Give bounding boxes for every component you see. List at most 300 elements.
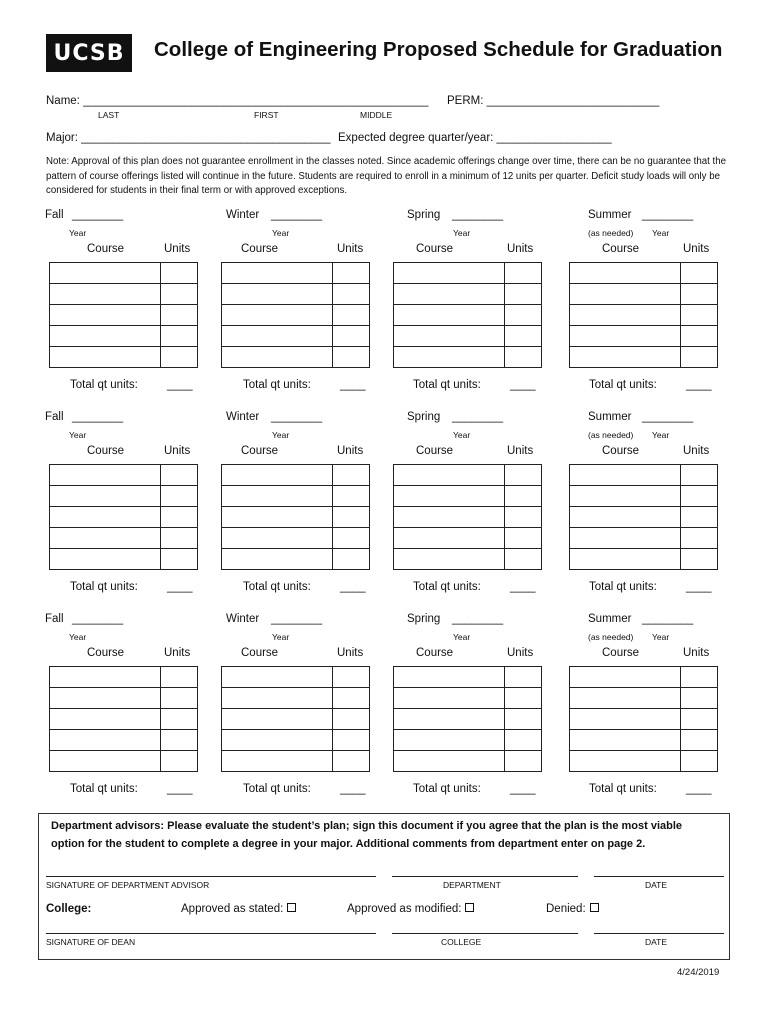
- spring-year-blank[interactable]: ________: [452, 209, 504, 221]
- course-cell[interactable]: [50, 688, 161, 709]
- units-cell[interactable]: [681, 751, 718, 772]
- units-cell[interactable]: [505, 486, 542, 507]
- winter-quarter-label: Winter: [226, 613, 260, 625]
- course-cell[interactable]: [394, 528, 505, 549]
- units-column-header: Units: [507, 647, 534, 659]
- course-cell[interactable]: [50, 486, 161, 507]
- course-cell[interactable]: [394, 507, 505, 528]
- total-units-blank[interactable]: ____: [510, 783, 536, 795]
- course-column-header: Course: [87, 445, 125, 457]
- winter-year-label: Year: [272, 430, 290, 440]
- fall-quarter-label: Fall: [45, 209, 64, 221]
- table-row: [50, 465, 198, 486]
- summer-course-table: [569, 464, 718, 570]
- course-cell[interactable]: [394, 667, 505, 688]
- table-row: [222, 284, 370, 305]
- table-row: [394, 486, 542, 507]
- major-field[interactable]: Major: _______________________________________: [46, 132, 331, 144]
- course-cell[interactable]: [50, 751, 161, 772]
- table-row: [570, 709, 718, 730]
- table-row: [570, 549, 718, 570]
- fall-year-blank[interactable]: ________: [72, 209, 124, 221]
- course-column-header: Course: [241, 445, 279, 457]
- table-row: [570, 486, 718, 507]
- units-cell[interactable]: [505, 730, 542, 751]
- units-cell[interactable]: [333, 709, 370, 730]
- winter-quarter-label: Winter: [226, 209, 260, 221]
- course-cell[interactable]: [570, 284, 681, 305]
- dean-signature-line[interactable]: [46, 933, 376, 934]
- table-row: [394, 507, 542, 528]
- units-cell[interactable]: [505, 347, 542, 368]
- units-cell[interactable]: [681, 263, 718, 284]
- course-cell[interactable]: [394, 751, 505, 772]
- units-cell[interactable]: [333, 730, 370, 751]
- fall-year-label: Year: [69, 228, 87, 238]
- total-units-label: Total qt units:: [413, 581, 481, 593]
- course-cell[interactable]: [570, 507, 681, 528]
- checkbox-icon[interactable]: [465, 903, 474, 912]
- spring-quarter-label: Spring: [407, 411, 441, 423]
- units-cell[interactable]: [505, 263, 542, 284]
- course-cell[interactable]: [50, 326, 161, 347]
- advisor-date-line[interactable]: [594, 876, 724, 877]
- course-cell[interactable]: [222, 528, 333, 549]
- course-cell[interactable]: [222, 549, 333, 570]
- units-cell[interactable]: [333, 507, 370, 528]
- spring-year-label: Year: [453, 430, 471, 440]
- units-cell[interactable]: [333, 528, 370, 549]
- units-cell[interactable]: [681, 709, 718, 730]
- total-units-label: Total qt units:: [413, 783, 481, 795]
- course-cell[interactable]: [222, 507, 333, 528]
- course-column-header: Course: [87, 647, 125, 659]
- total-units-blank[interactable]: ____: [686, 783, 712, 795]
- course-cell[interactable]: [570, 263, 681, 284]
- table-row: [50, 347, 198, 368]
- approved-as-modified-option[interactable]: [347, 903, 474, 915]
- units-cell[interactable]: [161, 730, 198, 751]
- units-column-header: Units: [337, 243, 364, 255]
- units-cell[interactable]: [681, 326, 718, 347]
- units-cell[interactable]: [161, 284, 198, 305]
- approved-as-modified-label: Approved as modified:: [347, 903, 462, 915]
- dean-date-line[interactable]: [594, 933, 724, 934]
- total-units-blank[interactable]: ____: [167, 581, 193, 593]
- course-column-header: Course: [416, 445, 454, 457]
- total-units-label: Total qt units:: [589, 783, 657, 795]
- units-cell[interactable]: [161, 688, 198, 709]
- total-units-label: Total qt units:: [243, 581, 311, 593]
- units-cell[interactable]: [505, 709, 542, 730]
- course-cell[interactable]: [50, 284, 161, 305]
- course-cell[interactable]: [570, 667, 681, 688]
- units-cell[interactable]: [681, 667, 718, 688]
- units-column-header: Units: [164, 243, 191, 255]
- units-cell[interactable]: [505, 667, 542, 688]
- perm-field[interactable]: PERM: ___________________________: [447, 95, 660, 107]
- fall-year-label: Year: [69, 632, 87, 642]
- units-column-header: Units: [337, 647, 364, 659]
- table-row: [394, 305, 542, 326]
- spring-quarter-label: Spring: [407, 613, 441, 625]
- summer-year-blank[interactable]: ________: [642, 613, 694, 625]
- winter-year-blank[interactable]: ________: [271, 209, 323, 221]
- units-cell[interactable]: [161, 667, 198, 688]
- spring-year-label: Year: [453, 632, 471, 642]
- units-cell[interactable]: [505, 688, 542, 709]
- course-cell[interactable]: [394, 263, 505, 284]
- table-row: [570, 528, 718, 549]
- course-column-header: Course: [241, 647, 279, 659]
- table-row: [394, 263, 542, 284]
- spring-year-label: Year: [453, 228, 471, 238]
- checkbox-icon[interactable]: [287, 903, 296, 912]
- department-line[interactable]: [392, 876, 578, 877]
- first-label: FIRST: [254, 110, 279, 120]
- units-cell[interactable]: [333, 486, 370, 507]
- units-cell[interactable]: [333, 667, 370, 688]
- total-units-blank[interactable]: ____: [167, 783, 193, 795]
- table-row: [50, 709, 198, 730]
- table-row: [50, 667, 198, 688]
- units-cell[interactable]: [161, 549, 198, 570]
- summer-year-blank[interactable]: ________: [642, 209, 694, 221]
- course-cell[interactable]: [222, 709, 333, 730]
- units-cell[interactable]: [161, 528, 198, 549]
- course-cell[interactable]: [394, 347, 505, 368]
- revision-date: 4/24/2019: [677, 967, 720, 978]
- summer-course-table: [569, 262, 718, 368]
- table-row: [394, 667, 542, 688]
- course-cell[interactable]: [570, 751, 681, 772]
- table-row: [222, 730, 370, 751]
- fall-course-table: [49, 464, 198, 570]
- department-instructions-line1: Department advisors: Please evaluate the student’s plan; sign this document if you agree that the plan is the most viable: [51, 820, 683, 832]
- summer-quarter-label: Summer: [588, 209, 632, 221]
- course-cell[interactable]: [394, 549, 505, 570]
- approved-as-stated-option[interactable]: [181, 903, 296, 915]
- course-cell[interactable]: [222, 263, 333, 284]
- total-units-blank[interactable]: ____: [340, 783, 366, 795]
- units-cell[interactable]: [333, 465, 370, 486]
- course-cell[interactable]: [570, 688, 681, 709]
- course-cell[interactable]: [50, 549, 161, 570]
- college-line[interactable]: [392, 933, 578, 934]
- course-cell[interactable]: [222, 347, 333, 368]
- summer-quarter-label: Summer: [588, 613, 632, 625]
- total-units-blank[interactable]: ____: [340, 379, 366, 391]
- advisor-date-label: DATE: [645, 880, 668, 890]
- course-cell[interactable]: [50, 709, 161, 730]
- table-row: [570, 465, 718, 486]
- course-column-header: Course: [602, 243, 640, 255]
- college-sig-label: COLLEGE: [441, 937, 482, 947]
- table-row: [394, 549, 542, 570]
- course-cell[interactable]: [394, 486, 505, 507]
- table-row: [394, 730, 542, 751]
- units-cell[interactable]: [333, 284, 370, 305]
- units-cell[interactable]: [161, 347, 198, 368]
- fall-quarter-label: Fall: [45, 613, 64, 625]
- table-row: [50, 549, 198, 570]
- units-cell[interactable]: [681, 486, 718, 507]
- course-cell[interactable]: [570, 486, 681, 507]
- winter-year-label: Year: [272, 228, 290, 238]
- winter-course-table: [221, 262, 370, 368]
- winter-course-table: [221, 666, 370, 772]
- total-units-label: Total qt units:: [243, 379, 311, 391]
- checkbox-icon[interactable]: [590, 903, 599, 912]
- total-units-label: Total qt units:: [70, 581, 138, 593]
- fall-quarter-label: Fall: [45, 411, 64, 423]
- units-column-header: Units: [507, 243, 534, 255]
- course-cell[interactable]: [50, 667, 161, 688]
- units-cell[interactable]: [505, 284, 542, 305]
- table-row: [50, 326, 198, 347]
- course-cell[interactable]: [570, 549, 681, 570]
- units-cell[interactable]: [333, 751, 370, 772]
- table-row: [394, 465, 542, 486]
- course-cell[interactable]: [50, 465, 161, 486]
- total-units-blank[interactable]: ____: [686, 379, 712, 391]
- table-row: [394, 688, 542, 709]
- units-cell[interactable]: [681, 347, 718, 368]
- course-cell[interactable]: [222, 486, 333, 507]
- table-row: [222, 465, 370, 486]
- course-cell[interactable]: [50, 507, 161, 528]
- units-cell[interactable]: [681, 688, 718, 709]
- units-cell[interactable]: [161, 507, 198, 528]
- units-cell[interactable]: [161, 326, 198, 347]
- units-cell[interactable]: [505, 549, 542, 570]
- course-cell[interactable]: [394, 284, 505, 305]
- last-label: LAST: [98, 110, 120, 120]
- course-cell[interactable]: [570, 305, 681, 326]
- units-cell[interactable]: [161, 263, 198, 284]
- total-units-label: Total qt units:: [243, 783, 311, 795]
- units-column-header: Units: [164, 445, 191, 457]
- summer-year-label: Year: [652, 632, 670, 642]
- table-row: [222, 486, 370, 507]
- table-row: [50, 507, 198, 528]
- table-row: [222, 263, 370, 284]
- table-row: [222, 751, 370, 772]
- units-column-header: Units: [683, 445, 710, 457]
- total-units-blank[interactable]: ____: [510, 581, 536, 593]
- advisor-signature-line[interactable]: [46, 876, 376, 877]
- table-row: [50, 751, 198, 772]
- summer-year-label: Year: [652, 430, 670, 440]
- units-cell[interactable]: [333, 263, 370, 284]
- units-cell[interactable]: [333, 347, 370, 368]
- dean-date-label: DATE: [645, 937, 668, 947]
- units-cell[interactable]: [333, 549, 370, 570]
- spring-course-table: [393, 464, 542, 570]
- total-units-blank[interactable]: ____: [510, 379, 536, 391]
- approved-as-stated-label: Approved as stated:: [181, 903, 284, 915]
- name-field[interactable]: Name: ______________________________________________________: [46, 95, 429, 107]
- units-cell[interactable]: [505, 528, 542, 549]
- department-label: DEPARTMENT: [443, 880, 501, 890]
- table-row: [222, 549, 370, 570]
- table-row: [222, 326, 370, 347]
- fall-course-table: [49, 666, 198, 772]
- course-cell[interactable]: [394, 465, 505, 486]
- table-row: [570, 667, 718, 688]
- units-cell[interactable]: [161, 751, 198, 772]
- table-row: [570, 751, 718, 772]
- units-cell[interactable]: [333, 688, 370, 709]
- course-cell[interactable]: [50, 730, 161, 751]
- course-column-header: Course: [416, 647, 454, 659]
- units-cell[interactable]: [681, 284, 718, 305]
- winter-quarter-label: Winter: [226, 411, 260, 423]
- table-row: [50, 263, 198, 284]
- table-row: [50, 486, 198, 507]
- total-units-label: Total qt units:: [70, 783, 138, 795]
- units-cell[interactable]: [161, 709, 198, 730]
- units-cell[interactable]: [681, 730, 718, 751]
- middle-label: MIDDLE: [360, 110, 393, 120]
- fall-year-blank[interactable]: ________: [72, 613, 124, 625]
- winter-course-table: [221, 464, 370, 570]
- table-row: [222, 688, 370, 709]
- advisor-signature-label: SIGNATURE OF DEPARTMENT ADVISOR: [46, 880, 210, 890]
- units-cell[interactable]: [681, 528, 718, 549]
- page-title: College of Engineering Proposed Schedule for Graduation: [154, 38, 723, 61]
- units-column-header: Units: [683, 243, 710, 255]
- total-units-blank[interactable]: ____: [167, 379, 193, 391]
- department-instructions-line2: option for the student to complete a degree in your major. Additional comments from department enter on page 2.: [51, 838, 646, 850]
- course-cell[interactable]: [394, 688, 505, 709]
- summer-as-needed-label: (as needed): [588, 632, 634, 642]
- course-cell[interactable]: [50, 347, 161, 368]
- spring-year-blank[interactable]: ________: [452, 411, 504, 423]
- ucsb-logo: UCSB: [46, 34, 132, 72]
- course-cell[interactable]: [570, 326, 681, 347]
- spring-course-table: [393, 262, 542, 368]
- units-column-header: Units: [164, 647, 191, 659]
- summer-as-needed-label: (as needed): [588, 430, 634, 440]
- summer-quarter-label: Summer: [588, 411, 632, 423]
- course-cell[interactable]: [50, 528, 161, 549]
- course-column-header: Course: [602, 445, 640, 457]
- winter-year-blank[interactable]: ________: [271, 613, 323, 625]
- units-column-header: Units: [683, 647, 710, 659]
- spring-course-table: [393, 666, 542, 772]
- units-cell[interactable]: [505, 305, 542, 326]
- units-cell[interactable]: [505, 465, 542, 486]
- table-row: [222, 305, 370, 326]
- course-cell[interactable]: [394, 709, 505, 730]
- course-cell[interactable]: [50, 305, 161, 326]
- table-row: [394, 709, 542, 730]
- units-cell[interactable]: [505, 507, 542, 528]
- course-cell[interactable]: [570, 465, 681, 486]
- expected-degree-field[interactable]: Expected degree quarter/year: __________________: [338, 132, 612, 144]
- table-row: [222, 528, 370, 549]
- spring-quarter-label: Spring: [407, 209, 441, 221]
- approval-note: Note: Approval of this plan does not guarantee enrollment in the classes noted. Since academic offerings change over time, there can be no guarantee that the pattern of course offerings listed will continue in the future. Students are required to enroll in a minimum of 12 units per quarter. Deficit study loads will only be considered for students in their final term or with approved exceptions.: [46, 156, 726, 196]
- summer-as-needed-label: (as needed): [588, 228, 634, 238]
- course-cell[interactable]: [222, 305, 333, 326]
- course-cell[interactable]: [222, 688, 333, 709]
- denied-option[interactable]: [546, 903, 599, 915]
- course-cell[interactable]: [394, 730, 505, 751]
- course-column-header: Course: [416, 243, 454, 255]
- table-row: [394, 326, 542, 347]
- table-row: [570, 326, 718, 347]
- total-units-blank[interactable]: ____: [686, 581, 712, 593]
- course-cell[interactable]: [222, 284, 333, 305]
- units-cell[interactable]: [333, 326, 370, 347]
- units-cell[interactable]: [505, 751, 542, 772]
- course-cell[interactable]: [570, 709, 681, 730]
- denied-label: Denied:: [546, 903, 586, 915]
- units-cell[interactable]: [681, 549, 718, 570]
- course-cell[interactable]: [570, 528, 681, 549]
- units-cell[interactable]: [333, 305, 370, 326]
- units-cell[interactable]: [161, 486, 198, 507]
- total-units-label: Total qt units:: [589, 379, 657, 391]
- course-cell[interactable]: [222, 751, 333, 772]
- table-row: [222, 709, 370, 730]
- total-units-label: Total qt units:: [589, 581, 657, 593]
- course-cell[interactable]: [50, 263, 161, 284]
- table-row: [570, 347, 718, 368]
- table-row: [222, 347, 370, 368]
- course-cell[interactable]: [222, 326, 333, 347]
- course-column-header: Course: [602, 647, 640, 659]
- course-cell[interactable]: [570, 347, 681, 368]
- course-cell[interactable]: [222, 465, 333, 486]
- table-row: [570, 507, 718, 528]
- course-cell[interactable]: [394, 305, 505, 326]
- units-cell[interactable]: [505, 326, 542, 347]
- table-row: [50, 305, 198, 326]
- college-label: College:: [46, 903, 92, 915]
- total-units-blank[interactable]: ____: [340, 581, 366, 593]
- course-column-header: Course: [241, 243, 279, 255]
- total-units-label: Total qt units:: [70, 379, 138, 391]
- units-cell[interactable]: [681, 465, 718, 486]
- course-cell[interactable]: [570, 730, 681, 751]
- winter-year-blank[interactable]: ________: [271, 411, 323, 423]
- table-row: [50, 284, 198, 305]
- fall-year-blank[interactable]: ________: [72, 411, 124, 423]
- table-row: [394, 528, 542, 549]
- units-cell[interactable]: [681, 305, 718, 326]
- table-row: [570, 730, 718, 751]
- course-cell[interactable]: [222, 730, 333, 751]
- summer-year-blank[interactable]: ________: [642, 411, 694, 423]
- units-cell[interactable]: [681, 507, 718, 528]
- table-row: [570, 263, 718, 284]
- course-cell[interactable]: [222, 667, 333, 688]
- units-column-header: Units: [507, 445, 534, 457]
- table-row: [50, 688, 198, 709]
- units-cell[interactable]: [161, 305, 198, 326]
- fall-course-table: [49, 262, 198, 368]
- spring-year-blank[interactable]: ________: [452, 613, 504, 625]
- units-cell[interactable]: [161, 465, 198, 486]
- summer-year-label: Year: [652, 228, 670, 238]
- course-cell[interactable]: [394, 326, 505, 347]
- units-column-header: Units: [337, 445, 364, 457]
- table-row: [50, 730, 198, 751]
- table-row: [50, 528, 198, 549]
